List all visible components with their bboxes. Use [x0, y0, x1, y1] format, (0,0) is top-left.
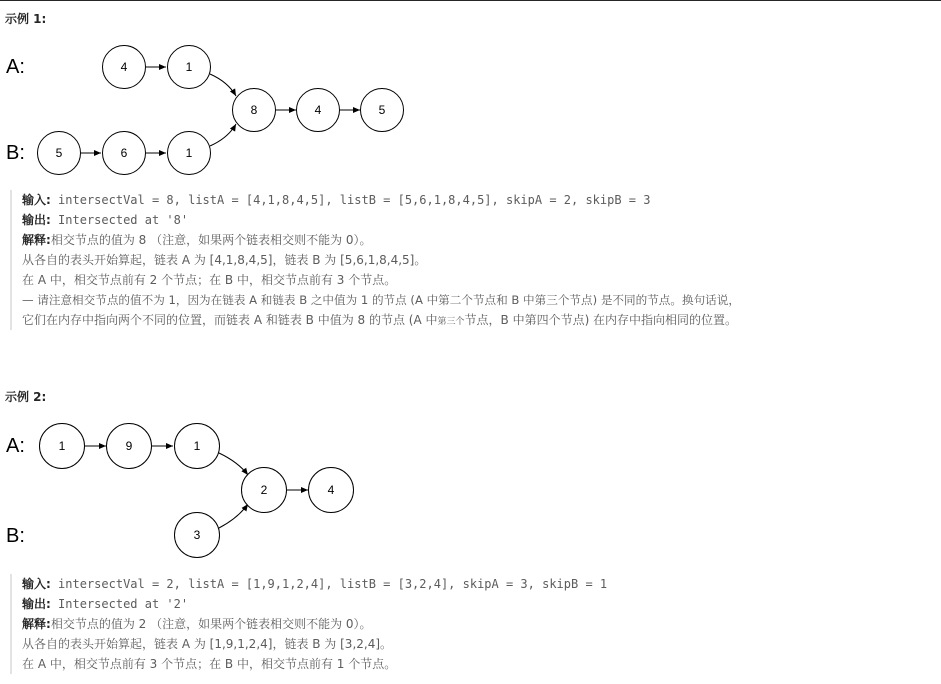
list-node [168, 132, 211, 175]
svg-text:5: 5 [55, 146, 63, 160]
list-node [361, 89, 404, 132]
example-1-explanation-block [10, 190, 935, 330]
list-node [297, 89, 340, 132]
svg-text:2: 2 [260, 483, 268, 497]
line-text: 它们在内存中指向两个不同的位置，而链表 A 和链表 B 中值为 8 的节点 (A 中 [22, 313, 438, 327]
list-node [309, 468, 354, 513]
list-node [40, 424, 85, 469]
svg-text:4: 4 [327, 483, 335, 497]
list-node [175, 513, 220, 558]
example-1-title: 示例 1: [5, 12, 47, 26]
example-2-title: 示例 2: [5, 390, 47, 404]
explain-detail-line: 在 A 中，相交节点前有 2 个节点；在 B 中，相交节点前有 3 个节点。 [22, 273, 397, 287]
edge [219, 504, 248, 528]
svg-text:1: 1 [193, 439, 201, 453]
svg-text:9: 9 [125, 439, 133, 453]
output-line [22, 594, 935, 614]
list-node [103, 132, 146, 175]
edge [210, 74, 236, 96]
edge [210, 124, 236, 146]
list-a-label: A: [6, 435, 25, 457]
example-2-linked-list-diagram [0, 415, 380, 569]
explain-detail-line: 从各自的表头开始算起，链表 A 为 [1,9,1,2,4]，链表 B 为 [3,2,4]。 [22, 637, 393, 651]
list-node [175, 424, 220, 469]
input-label: 输入: [22, 193, 51, 207]
output-label: 输出: [22, 213, 51, 227]
line-text: 节点，B 中第四个节点) 在内存中指向相同的位置。 [464, 313, 738, 327]
explain-detail-line: — 请注意相交节点的值不为 1，因为在链表 A 和链表 B 之中值为 1 的节点 (A 中第二个节点和 B 中第三个节点) 是不同的节点。换句话说， [22, 293, 740, 307]
list-b-label: B: [6, 142, 25, 164]
explain-line [22, 614, 935, 634]
svg-text:4: 4 [120, 60, 128, 74]
input-value: intersectVal = 2, listA = [1,9,1,2,4], listB = [3,2,4], skipA = 3, skipB = 1 [58, 577, 608, 591]
svg-text:1: 1 [185, 146, 193, 160]
output-value: Intersected at '2' [58, 597, 189, 611]
edge [219, 453, 248, 475]
example-1-linked-list-diagram [0, 38, 420, 182]
output-label: 输出: [22, 597, 51, 611]
svg-text:4: 4 [314, 103, 322, 117]
list-a-label: A: [6, 56, 25, 78]
output-line [22, 210, 935, 230]
example-2-explanation-block [10, 574, 935, 674]
explain-line [22, 230, 935, 250]
list-node [107, 424, 152, 469]
explain-label: 解释: [22, 617, 51, 631]
input-line [22, 190, 935, 210]
output-value: Intersected at '8' [58, 213, 189, 227]
svg-text:1: 1 [58, 439, 66, 453]
svg-text:1: 1 [185, 60, 193, 74]
input-line [22, 574, 935, 594]
svg-text:5: 5 [378, 103, 386, 117]
input-value: intersectVal = 8, listA = [4,1,8,4,5], listB = [5,6,1,8,4,5], skipA = 2, skipB = 3 [58, 193, 651, 207]
svg-text:6: 6 [120, 146, 128, 160]
explain-detail-line [22, 310, 935, 330]
svg-text:8: 8 [250, 103, 258, 117]
list-node [103, 46, 146, 89]
explain-detail-line: 从各自的表头开始算起，链表 A 为 [4,1,8,4,5]，链表 B 为 [5,6,1,8,4,5]。 [22, 253, 427, 267]
intersection-node [242, 468, 287, 513]
explain-label: 解释: [22, 233, 51, 247]
list-node [168, 46, 211, 89]
svg-text:3: 3 [193, 528, 201, 542]
intersection-node [233, 89, 276, 132]
line-text-small: 第三个 [437, 317, 465, 327]
list-b-label: B: [6, 525, 25, 547]
list-node [38, 132, 81, 175]
top-divider [0, 0, 941, 1]
explain-value: 相交节点的值为 2 （注意，如果两个链表相交则不能为 0）。 [50, 617, 372, 631]
explain-value: 相交节点的值为 8 （注意，如果两个链表相交则不能为 0）。 [50, 233, 372, 247]
input-label: 输入: [22, 577, 51, 591]
explain-detail-line: 在 A 中，相交节点前有 3 个节点；在 B 中，相交节点前有 1 个节点。 [22, 657, 397, 671]
